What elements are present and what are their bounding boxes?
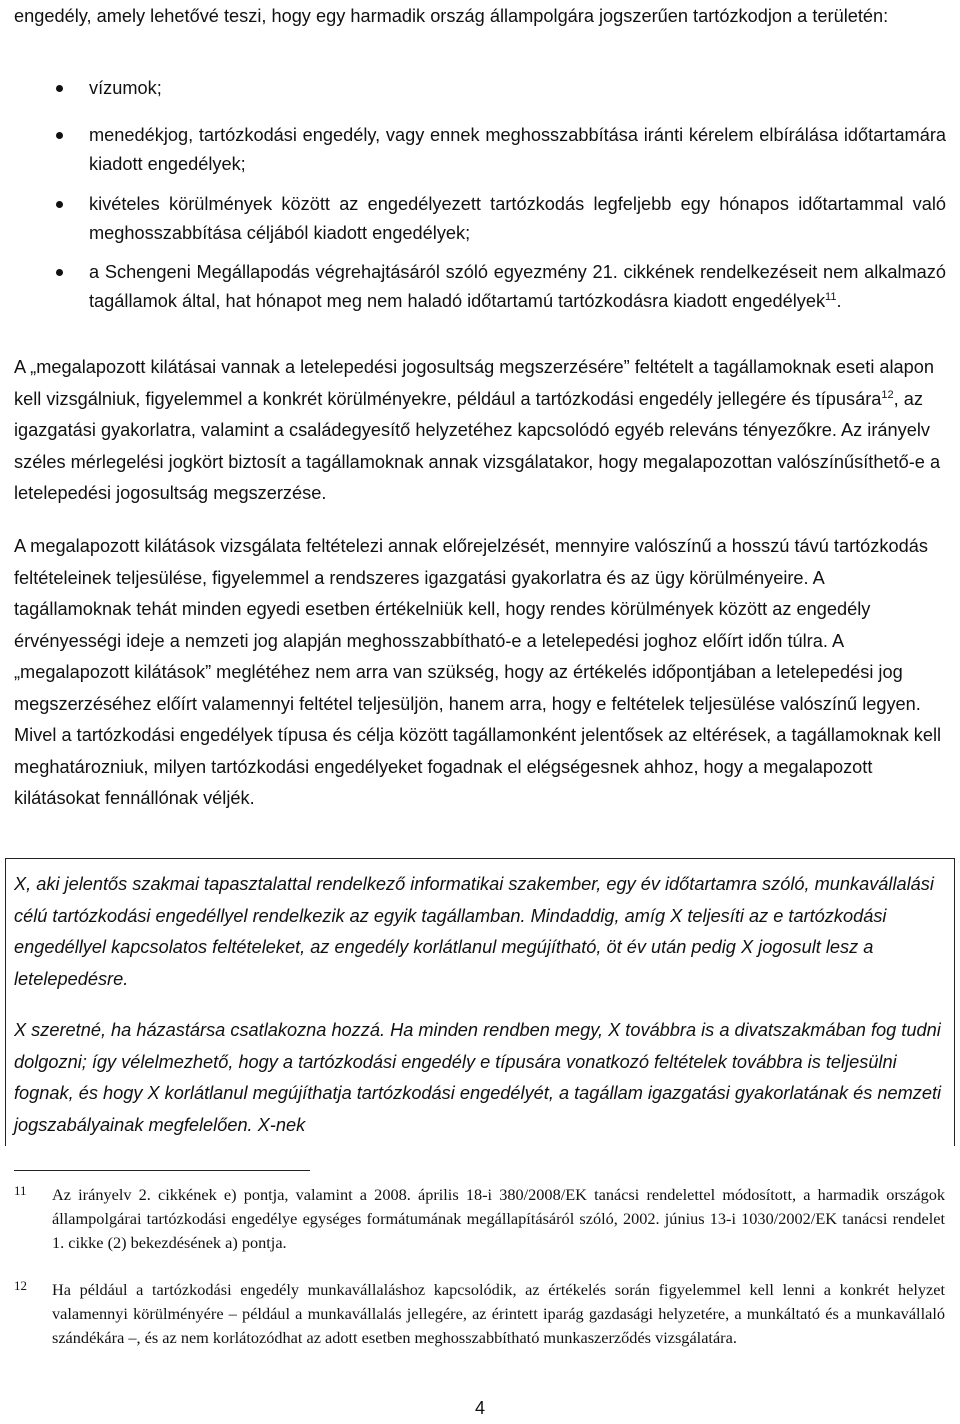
paragraph-assessment: A megalapozott kilátások vizsgálata feltételezi annak előrejelzését, mennyire valószínű a hosszú távú tartózkodás feltételeinek teljesülése, figyelemmel a rendszeres igazgatási gyakorlatra és az ügy körülményeire. A tagállamoknak tehát minden egyedi esetben értékelniük kell, hogy rendes körülmények között az engedély érvényességi ideje a nemzeti jog alapján meghosszabbítható-e a letelepedési joghoz előírt időn túlra. A „megalapozott kilátások” meglétéhez nem arra van szükség, hogy az értékelés időpontjában a letelepedési jog megszerzéséhez előírt valamennyi feltétel teljesüljön, hanem arra, hogy e feltételek teljesülése valószínű legyen. Mivel a tartózkodási engedélyek típusa és célja között tagállamonként jelentősek az eltérések, a tagállamoknak kell meghatározniuk, milyen tartózkodási engedélyeket fogadnak el elégségesnek ahhoz, hogy a megalapozott kilátásokat fennállónak véljék. [14, 536, 942, 808]
example-paragraph-1: X, aki jelentős szakmai tapasztalattal rendelkező informatikai szakember, egy év időtartamra szóló, munkavállalási célú tartózkodási engedéllyel rendelkezik az egyik tagállamban. Mindaddig, amíg X teljesíti az e tartózkodási engedéllyel kapcsolatos feltételeket, az engedély korlátlanul megújítható, öt év után pedig X jogosult lesz a letelepedésre. [14, 874, 934, 989]
footnote-separator [14, 1170, 310, 1171]
list-item-text-main: a Schengeni Megállapodás végrehajtásáról szóló egyezmény 21. cikkének rendelkezéseit nem alkalmazó tagállamok által, hat hónapot meg nem haladó időtartamú tartózkodásra kiadott engedélyek [89, 262, 946, 311]
footnote-reference-12[interactable]: 12 [881, 388, 894, 401]
page-number: 4 [474, 1398, 485, 1418]
list-item-text [89, 258, 946, 316]
list-item-text: kivételes körülmények között az engedélyezett tartózkodás legfeljebb egy hónapos időtartammal való meghosszabbítása céljából kiadott engedélyek; [89, 194, 946, 243]
paragraph-prospects-part2: , az igazgatási gyakorlatra, valamint a családegyesítő helyzetéhez kapcsolódó egyéb releváns tényezőkre. Az irányelv széles mérlegelési jogkört biztosít a tagállamoknak annak vizsgálatakor, hogy megalapozottan valószínűsíthető-e a letelepedési jogosultság megszerzése. [14, 388, 941, 503]
footnote-text: Ha például a tartózkodási engedély munkavállaláshoz kapcsolódik, az értékelés során figyelemmel kell lenni a konkrét helyzet valamennyi körülményére – például a munkavállalás jellegére, az érintett iparág gazdasági helyzetére, a munkáltató és a munkavállaló szándékára –, és az nem korlátozódhat az adott esetben meghosszabbítható munkaszerződés vizsgálatára. [52, 1280, 945, 1347]
intro-text: engedély, amely lehetővé teszi, hogy egy harmadik ország állampolgára jogszerűen tartózkodjon a területén: [14, 6, 889, 26]
bullet-icon [56, 132, 63, 139]
paragraph-prospects-part1: A „megalapozott kilátásai vannak a letelepedési jogosultság megszerzésére” feltételt a tagállamoknak eseti alapon kell vizsgálniuk, figyelemmel a konkrét körülményekre, például a tartózkodási engedély jellegére és típusára [14, 357, 935, 409]
footnote-number: 12 [14, 1278, 27, 1293]
bullet-icon [56, 269, 63, 276]
bullet-icon [56, 85, 63, 92]
list-item-text-end: . [836, 291, 842, 311]
example-paragraph-2: X szeretné, ha házastársa csatlakozna hozzá. Ha minden rendben megy, X továbbra is a divatszakmában fog tudni dolgozni; így vélelmezhető, hogy a tartózkodási engedély e típusára vonatkozó feltételek továbbra is teljesülni fognak, és hogy X korlátlanul megújíthatja tartózkodási engedélyét, a tagállam igazgatási gyakorlatának és nemzeti jogszabályainak megfelelően. X-nek [14, 1020, 942, 1135]
footnote-number: 11 [14, 1183, 27, 1198]
footnote-reference-11[interactable]: 11 [825, 290, 837, 303]
bullet-icon [56, 201, 63, 208]
list-item-text: vízumok; [89, 78, 162, 98]
list-item-text: menedékjog, tartózkodási engedély, vagy ennek meghosszabbítása iránti kérelem elbírálása időtartamára kiadott engedélyek; [89, 125, 946, 174]
footnote-text: Az irányelv 2. cikkének e) pontja, valamint a 2008. április 18-i 380/2008/EK tanácsi rendelettel módosított, a harmadik országok állampolgárai tartózkodási engedélye egységes formátumának megállapításáról szóló, 2002. június 13-i 1030/2002/EK tanácsi rendelet 1. cikke (2) bekezdésének a) pontja. [52, 1185, 945, 1252]
paragraph-prospects [14, 352, 946, 510]
